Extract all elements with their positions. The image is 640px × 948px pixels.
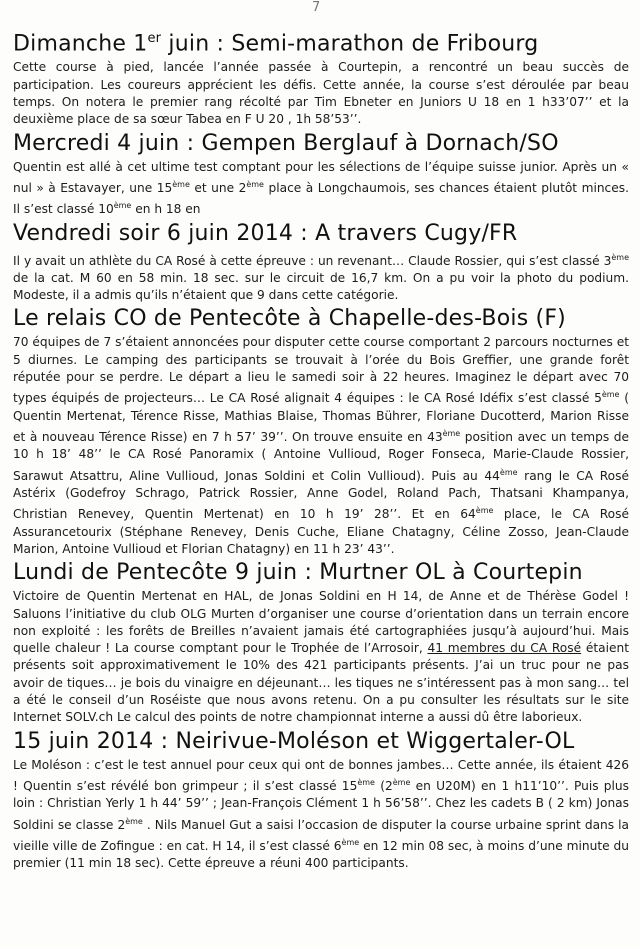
- article-section: [13, 129, 629, 219]
- article-section: [13, 304, 629, 558]
- section-body: Cette course à pied, lancée l’année passée à Courtepin, a rencontré un beau succès de participation. Les coureurs apprécient les défis. Cette année, la course s’est déroulée par beau temps. On notera le premier rang récolté par Tim Ebneter en Juniors U 18 en 1 h33’07’’ et la deuxième place de sa sœur Tabea en F U 20 , 1h 58’53’’.: [13, 60, 629, 127]
- section-body: Il y avait un athlète du CA Rosé à cette épreuve : un revenant… Claude Rossier, qui s’est classé 3ème de la cat. M 60 en 58 min. 18 sec. sur le circuit de 16,7 km. On a pu voir la photo du podium. Modeste, il a admis qu’ils n’étaient que 9 dans cette catégorie.: [13, 252, 629, 303]
- section-body: Le Moléson : c’est le test annuel pour ceux qui ont de bonnes jambes… Cette année, ils étaient 426 ! Quentin s’est révélé bon grimpeur ; il s’est classé 15ème (2ème en U20M) en 1 h11’10’’. Puis plus loin : Christian Yerly 1 h 44’ 59’’ ; Jean-François Clément 1 h 56’58’’. Chez les cadets B ( 2 km) Jonas Soldini se classe 2ème . Nils Manuel Gut a saisi l’occasion de disputer la course urbaine sprint dans la vieille ville de Zofingue : en cat. H 14, il s’est classé 6ème en 12 min 08 sec, à moins d’une minute du premier (11 min 18 sec). Cette épreuve a réuni 400 participants.: [13, 757, 630, 871]
- article-section: [13, 727, 629, 873]
- section-heading: 15 juin 2014 : Neirivue-Moléson et Wiggertaler-OL: [13, 728, 575, 754]
- section-heading: Le relais CO de Pentecôte à Chapelle-des-Bois (F): [13, 306, 566, 332]
- page-number: 7: [312, 0, 321, 15]
- article-section: [13, 558, 629, 726]
- section-heading: Dimanche 1er juin : Semi-marathon de Fribourg: [13, 31, 539, 57]
- article-content: [13, 24, 629, 873]
- section-body: Victoire de Quentin Mertenat en HAL, de Jonas Soldini en H 14, de Anne et de Thérèse Godel ! Saluons l’initiative du club OLG Murten d’organiser une course d’orientation dans un terrain encore non exploité : les forêts de Breilles n’avaient jamais été cartographiées jusqu’à aujourd’hui. Mais quelle chaleur ! La course comptant pour le Trophée de l’Arrosoir, 41 membres du CA Rosé étaient présents soit approximativement le 10% des 421 participants présents. J’ai un truc pour ne pas avoir de tiques… je bois du vinaigre en déjeunant… les tiques ne s’intéressent pas à mon sang… tel a été le conseil d’un Roséiste que nous avons retenu. On a pu consulter les résultats sur le site Internet SOLV.ch Le calcul des points de notre championnat interne a aussi dû être laborieux.: [13, 589, 630, 725]
- section-heading: Vendredi soir 6 juin 2014 : A travers Cugy/FR: [13, 220, 518, 246]
- section-body: 70 équipes de 7 s’étaient annoncées pour disputer cette course comportant 2 parcours nocturnes et 5 diurnes. Le camping des participants se trouvait à l’orée du Bois Greffier, une grande forêt réputée pour se perdre. Le départ a lieu le samedi soir à 22 heures. Imaginez le départ avec 70 types équipés de projecteurs… Le CA Rosé alignait 4 équipes : le CA Rosé Idéfix s’est classé 5ème ( Quentin Mertenat, Térence Risse, Mathias Blaise, Thomas Bührer, Floriane Ducotterd, Marion Risse et à nouveau Térence Risse) en 7 h 57’ 39’’. On trouve ensuite en 43ème position avec un temps de 10 h 18’ 48’’ le CA Rosé Panoramix ( Antoine Vullioud, Roger Fonseca, Marie-Claude Rossier, Sarawut Atsattru, Aline Vullioud, Jonas Soldini et Colin Vullioud). Puis au 44ème rang le CA Rosé Astérix (Godefroy Schrago, Patrick Rossier, Anne Godel, Roland Pach, Thatsani Khampanya, Christian Renevey, Quentin Mertenat) en 10 h 19’ 28’’. Et en 64ème place, le CA Rosé Assurancetourix (Stéphane Renevey, Denis Cuche, Eliane Chatagny, Céline Zosso, Jean-Claude Marion, Antoine Vullioud et Florian Chatagny) en 11 h 23’ 43’’.: [13, 335, 629, 556]
- section-heading: Lundi de Pentecôte 9 juin : Murtner OL à Courtepin: [13, 560, 583, 586]
- section-body: Quentin est allé à cet ultime test comptant pour les sélections de l’équipe suisse junior. Après un « nul » à Estavayer, une 15ème et une 2ème place à Longchaumois, ses chances étaient plutôt minces. Il s’est classé 10ème en h 18 en: [13, 159, 629, 217]
- article-section: [13, 219, 629, 305]
- section-heading: Mercredi 4 juin : Gempen Berglauf à Dornach/SO: [13, 130, 559, 156]
- article-section: [13, 24, 629, 129]
